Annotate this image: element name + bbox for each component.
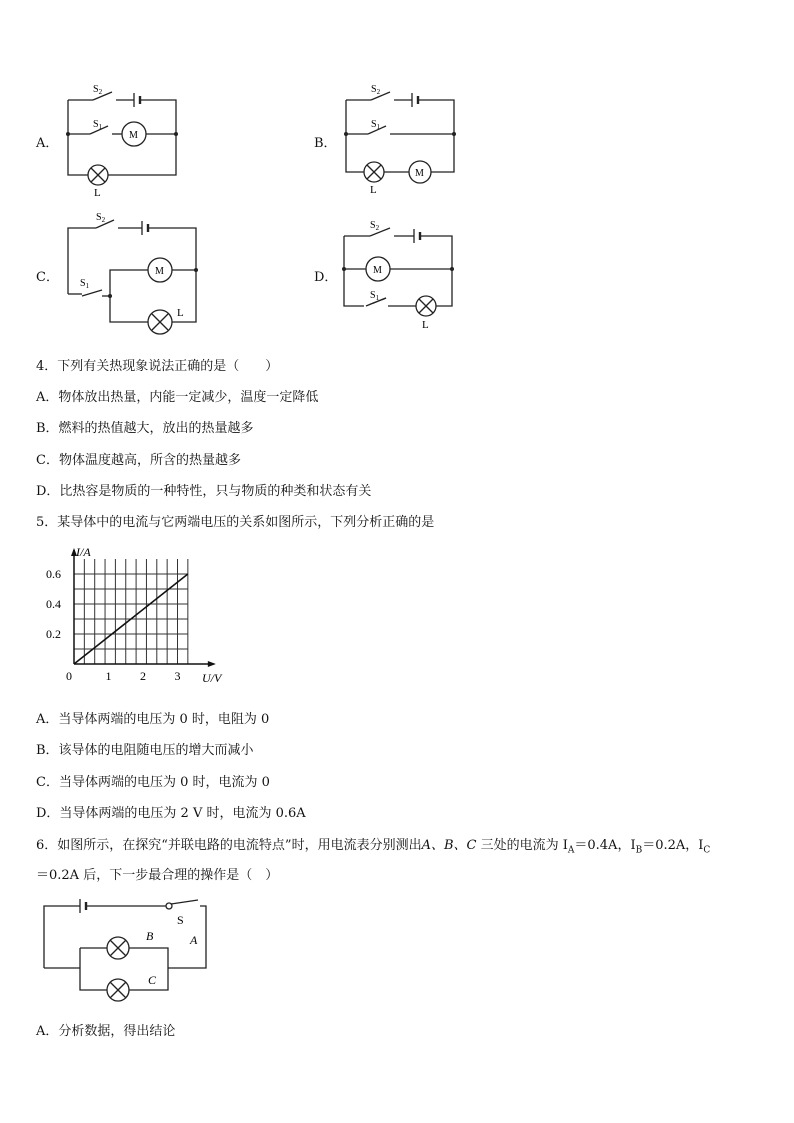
x-tick-label: 3 <box>174 669 181 683</box>
lamp-label: L <box>94 187 101 199</box>
question-6-stem-line1: 6．如图所示，在探究“并联电路的电流特点”时，用电流表分别测出A、B、C 三处的电流为 $I_A=0.4A$，$I_B=0.2A$，$I_C$ <box>36 838 711 856</box>
motor-label: M <box>415 168 424 179</box>
motor-label: M <box>129 130 138 141</box>
point-b-label: B <box>146 929 154 943</box>
point-a-label: A <box>190 933 198 947</box>
svg-text:M: M <box>155 266 164 277</box>
y-tick-label: 0.6 <box>46 567 61 581</box>
svg-text:S1: $S_1$ <box>371 119 381 131</box>
svg-text:S2: $S_2$ <box>96 212 106 224</box>
y-tick-label: 0.2 <box>46 627 61 641</box>
option-letter-d: D． <box>314 270 338 285</box>
x-axis-arrow <box>208 661 216 667</box>
point-c-label: C <box>148 973 157 987</box>
svg-text:L: L <box>177 307 184 319</box>
q4-option-a: A．物体放出热量，内能一定减少，温度一定降低 <box>36 390 319 405</box>
switch-s-label: S <box>177 913 184 927</box>
svg-text:M: M <box>373 265 382 276</box>
parallel-circuit-diagram <box>38 892 218 1004</box>
y-tick-label: 0.4 <box>46 597 61 611</box>
chart-grid <box>74 559 188 664</box>
svg-text:S1: $S_1$ <box>80 278 90 290</box>
q4-option-d: D．比热容是物质的一种特性，只与物质的种类和状态有关 <box>36 484 372 499</box>
option-letter-c: C． <box>36 270 59 285</box>
question-4-stem: 4．下列有关热现象说法正确的是（ ） <box>36 359 279 374</box>
svg-text:S2: $S_2$ <box>371 84 381 96</box>
circuit-diagram-a <box>60 80 190 199</box>
x-axis-label: U/V <box>202 671 222 685</box>
circuit-diagram-c <box>60 208 210 333</box>
q5-option-c: C．当导体两端的电压为 0 时，电流为 0 <box>36 775 270 790</box>
circuit-diagram-b <box>338 80 468 196</box>
y-axis-label: I/A <box>76 545 91 559</box>
svg-text:L: L <box>422 319 429 331</box>
q5-option-b: B．该导体的电阻随电压的增大而减小 <box>36 743 254 758</box>
lamp-label: L <box>370 184 377 196</box>
x-tick-label: 0 <box>66 669 72 683</box>
x-tick-label: 1 <box>105 669 112 683</box>
question-6-stem-line2: ＝0.2A 后，下一步最合理的操作是（ ） <box>36 868 279 883</box>
question-5-stem: 5．某导体中的电流与它两端电压的关系如图所示，下列分析正确的是 <box>36 515 435 530</box>
chart-tick-labels <box>46 567 181 683</box>
svg-text:S2: $S_2$ <box>370 220 380 232</box>
svg-text:S1: $S_1$ <box>370 290 380 302</box>
q4-option-b: B．燃料的热值越大，放出的热量越多 <box>36 421 254 436</box>
iv-graph <box>40 542 230 692</box>
q6-option-a: A．分析数据，得出结论 <box>36 1024 176 1039</box>
option-letter-b: B． <box>314 136 337 151</box>
switch-s1-label: $S_1$ <box>93 119 103 131</box>
q5-option-d: D．当导体两端的电压为 2 V 时，电流为 0.6A <box>36 806 306 821</box>
option-letter-a: A． <box>36 136 59 151</box>
switch-s2-label: $S_2$ <box>93 84 103 96</box>
q4-option-c: C．物体温度越高，所含的热量越多 <box>36 453 241 468</box>
q5-option-a: A．当导体两端的电压为 0 时，电阻为 0 <box>36 712 270 727</box>
x-tick-label: 2 <box>140 669 146 683</box>
circuit-diagram-d <box>336 214 466 334</box>
